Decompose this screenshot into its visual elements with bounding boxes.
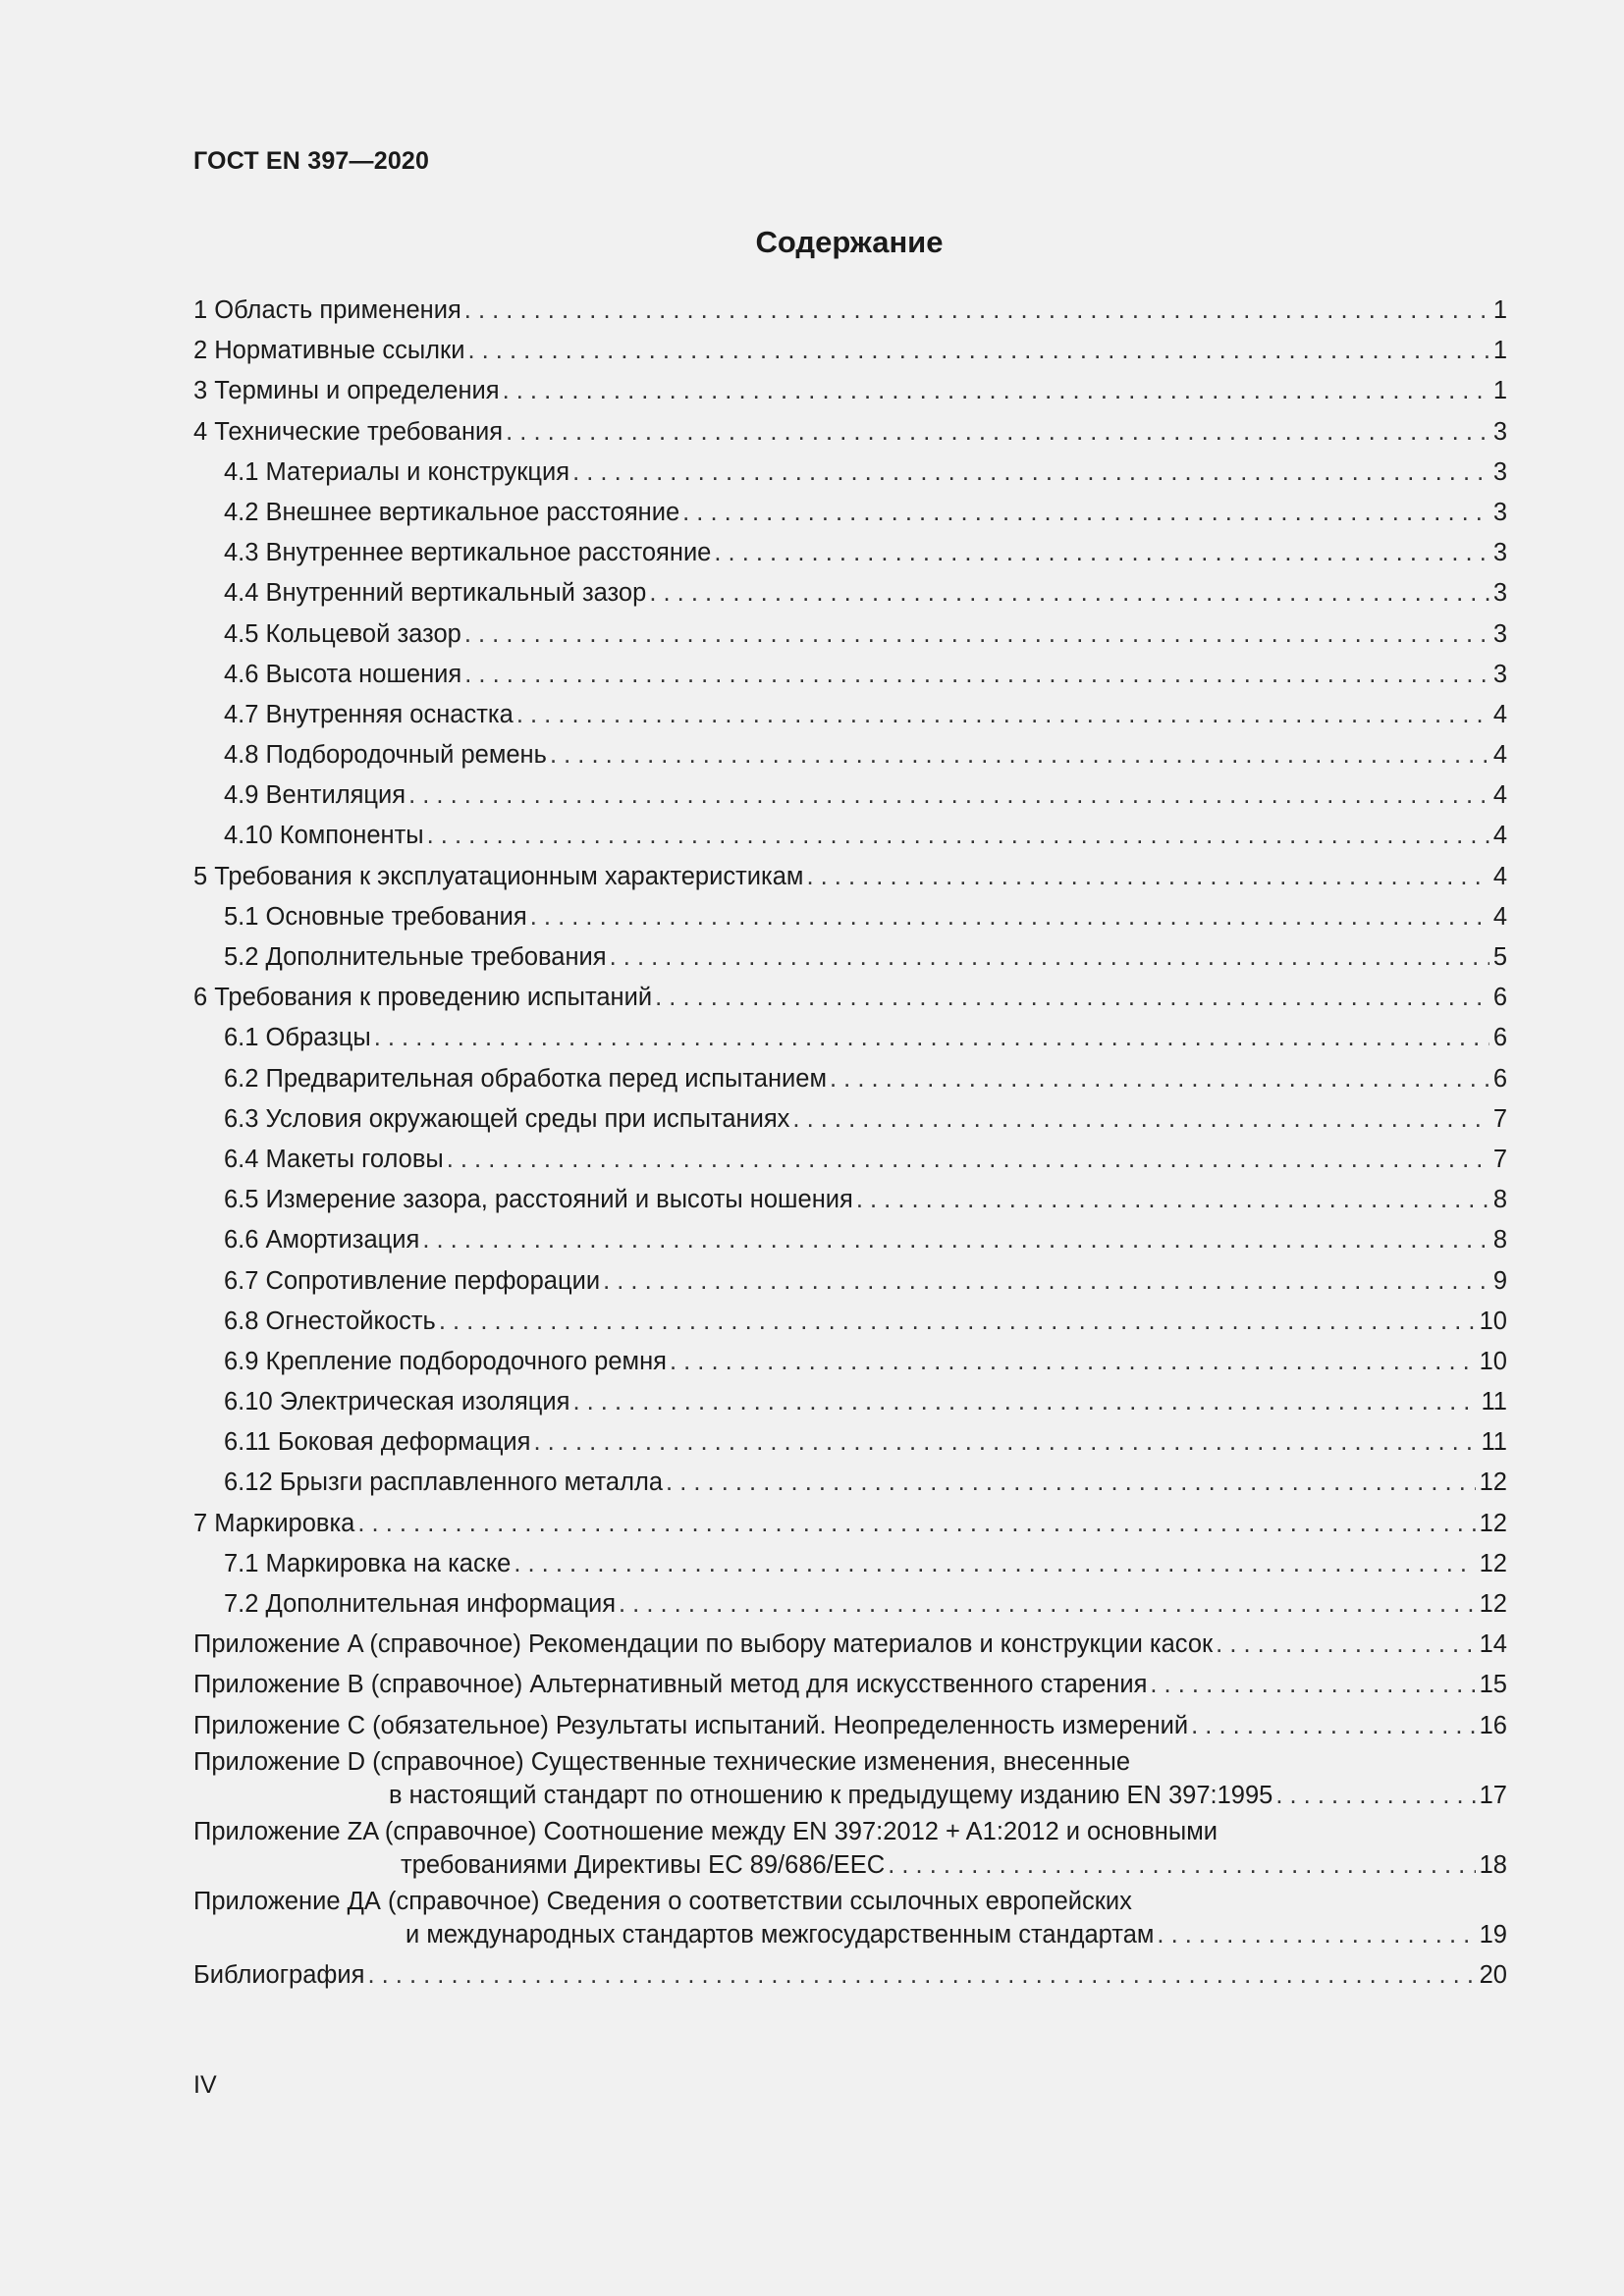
toc-entry-5-2[interactable] <box>193 937 1507 978</box>
toc-label: 6 Требования к проведению испытаний <box>193 984 653 1012</box>
toc-page-number: 1 <box>1492 377 1507 405</box>
dot-leader <box>1191 1706 1475 1746</box>
toc-label: 6.11 Боковая деформация <box>224 1428 531 1457</box>
toc-label: 4.8 Подбородочный ремень <box>224 741 547 770</box>
toc-page-number: 6 <box>1492 1064 1507 1093</box>
dot-leader <box>830 1059 1489 1099</box>
toc-page-number: 6 <box>1492 1024 1507 1052</box>
toc-entry-6-11[interactable] <box>193 1422 1507 1463</box>
toc-entry-4-3[interactable] <box>193 533 1507 573</box>
toc-label: 6.4 Макеты головы <box>224 1145 444 1173</box>
toc-entry-4-10[interactable] <box>193 816 1507 856</box>
toc-entry-4-8[interactable] <box>193 735 1507 775</box>
toc-page-number: 11 <box>1481 1388 1507 1416</box>
toc-label: 5 Требования к эксплуатационным характеристикам <box>193 862 804 890</box>
toc-label: 3 Термины и определения <box>193 377 500 405</box>
toc-entry-6-8[interactable] <box>193 1302 1507 1342</box>
toc-label: 5.1 Основные требования <box>224 902 527 931</box>
dot-leader <box>714 533 1489 573</box>
toc-label: Приложение A (справочное) Рекомендации по выбору материалов и конструкции касок <box>193 1630 1214 1659</box>
toc-label: Приложение ZA (справочное) Соотношение между EN 397:2012 + A1:2012 и основными <box>193 1817 1218 1845</box>
toc-entry-6-3[interactable] <box>193 1099 1507 1140</box>
toc-entry-6-1[interactable] <box>193 1018 1507 1058</box>
toc-entry-annex-d[interactable] <box>193 1746 1507 1813</box>
toc-entry-4-1[interactable] <box>193 453 1507 493</box>
dot-leader <box>572 453 1489 493</box>
toc-page-number: 3 <box>1492 417 1507 446</box>
toc-entry-4-9[interactable] <box>193 775 1507 816</box>
toc-label: 4.4 Внутренний вертикальный зазор <box>224 579 647 608</box>
toc-entry-bibliography[interactable] <box>193 1955 1507 1996</box>
dot-leader <box>374 1018 1489 1058</box>
toc-page-number: 3 <box>1492 457 1507 486</box>
toc-entry-6-2[interactable] <box>193 1059 1507 1099</box>
toc-label: 6.7 Сопротивление перфорации <box>224 1266 601 1295</box>
document-id: ГОСТ EN 397—2020 <box>193 147 430 175</box>
toc-entry-4-6[interactable] <box>193 655 1507 695</box>
dot-leader <box>464 614 1489 655</box>
toc-page-number: 5 <box>1492 943 1507 971</box>
toc-label: 4.2 Внешнее вертикальное расстояние <box>224 498 680 526</box>
dot-leader <box>1275 1778 1475 1813</box>
dot-leader <box>572 1382 1477 1422</box>
dot-leader <box>447 1140 1489 1180</box>
toc-page-number: 4 <box>1492 741 1507 770</box>
dot-leader <box>464 655 1489 695</box>
toc-page-number: 17 <box>1479 1781 1507 1809</box>
toc-label: 7.2 Дополнительная информация <box>224 1590 616 1618</box>
dot-leader <box>357 1504 1475 1544</box>
toc-entry-5-1[interactable] <box>193 897 1507 937</box>
toc-page-number: 15 <box>1479 1671 1507 1699</box>
toc-page-number: 6 <box>1492 984 1507 1012</box>
toc-label: 4.10 Компоненты <box>224 822 424 850</box>
toc-entry-1[interactable] <box>193 291 1507 331</box>
dot-leader <box>655 978 1489 1018</box>
toc-entry-7-2[interactable] <box>193 1584 1507 1625</box>
toc-label: 6.12 Брызги расплавленного металла <box>224 1468 664 1497</box>
toc-entry-5[interactable] <box>193 857 1507 897</box>
toc-page-number: 4 <box>1492 781 1507 810</box>
toc-label: 6.10 Электрическая изоляция <box>224 1388 570 1416</box>
toc-entry-3[interactable] <box>193 371 1507 411</box>
toc-page-number: 10 <box>1479 1347 1507 1375</box>
toc-label-continued: требованиями Директивы ЕС 89/686/ЕЕС <box>401 1850 886 1879</box>
toc-entry-7[interactable] <box>193 1504 1507 1544</box>
toc-page-number: 3 <box>1492 498 1507 526</box>
toc-label: 2 Нормативные ссылки <box>193 337 465 365</box>
dot-leader <box>533 1422 1477 1463</box>
toc-page-number: 8 <box>1492 1226 1507 1255</box>
toc-label: Приложение D (справочное) Существенные технические изменения, внесенные <box>193 1747 1131 1776</box>
toc-page-number: 3 <box>1492 619 1507 648</box>
toc-page-number: 3 <box>1492 539 1507 567</box>
toc-label: 1 Область применения <box>193 296 461 324</box>
toc-page-number: 7 <box>1492 1145 1507 1173</box>
toc-page-number: 11 <box>1481 1428 1507 1457</box>
dot-leader <box>503 371 1489 411</box>
toc-page-number: 3 <box>1492 579 1507 608</box>
page-title: Содержание <box>755 225 944 259</box>
toc-page-number: 18 <box>1479 1850 1507 1879</box>
toc-entry-4-5[interactable] <box>193 614 1507 655</box>
toc-page-number: 1 <box>1492 337 1507 365</box>
toc-entry-4-2[interactable] <box>193 493 1507 533</box>
toc-entry-annex-a[interactable] <box>193 1625 1507 1665</box>
toc-label-continued: и международных стандартов межгосударственным стандартам <box>406 1920 1155 1949</box>
toc-page-number: 3 <box>1492 660 1507 688</box>
dot-leader <box>619 1584 1476 1625</box>
toc-page-number: 4 <box>1492 902 1507 931</box>
toc-label: 6.9 Крепление подбородочного ремня <box>224 1347 667 1375</box>
toc-page-number: 12 <box>1479 1509 1507 1537</box>
toc-label-continued: в настоящий стандарт по отношению к предыдущему изданию EN 397:1995 <box>389 1781 1273 1809</box>
table-of-contents <box>193 291 1507 1996</box>
toc-page-number: 10 <box>1479 1307 1507 1335</box>
page-number: IV <box>193 2071 217 2099</box>
dot-leader <box>1150 1665 1475 1705</box>
toc-label: 6.6 Амортизация <box>224 1226 420 1255</box>
dot-leader <box>516 695 1489 735</box>
toc-label: 6.3 Условия окружающей среды при испытаниях <box>224 1104 790 1133</box>
dot-leader <box>439 1302 1476 1342</box>
dot-leader <box>422 1220 1489 1260</box>
toc-entry-6-6[interactable] <box>193 1220 1507 1260</box>
toc-entry-6-9[interactable] <box>193 1342 1507 1382</box>
dot-leader <box>530 897 1489 937</box>
dot-leader <box>682 493 1489 533</box>
toc-label: 7 Маркировка <box>193 1509 355 1537</box>
toc-page-number: 4 <box>1492 862 1507 890</box>
toc-label: Приложение B (справочное) Альтернативный метод для искусственного старения <box>193 1671 1148 1699</box>
toc-entry-4[interactable] <box>193 412 1507 453</box>
toc-page-number: 12 <box>1479 1468 1507 1497</box>
toc-page-number: 14 <box>1479 1630 1507 1659</box>
dot-leader <box>792 1099 1489 1140</box>
toc-label: 4.1 Материалы и конструкция <box>224 457 570 486</box>
toc-entry-6-10[interactable] <box>193 1382 1507 1422</box>
dot-leader <box>427 816 1489 856</box>
toc-label: 6.5 Измерение зазора, расстояний и высоты ношения <box>224 1186 853 1214</box>
toc-label: 4.6 Высота ношения <box>224 660 462 688</box>
toc-entry-2[interactable] <box>193 331 1507 371</box>
toc-page-number: 19 <box>1479 1920 1507 1949</box>
toc-entry-7-1[interactable] <box>193 1544 1507 1584</box>
toc-entry-4-7[interactable] <box>193 695 1507 735</box>
toc-entry-6-7[interactable] <box>193 1261 1507 1302</box>
dot-leader <box>610 937 1489 978</box>
dot-leader <box>888 1847 1475 1883</box>
toc-page-number: 8 <box>1492 1186 1507 1214</box>
dot-leader <box>603 1261 1489 1302</box>
dot-leader <box>550 735 1489 775</box>
toc-entry-annex-b[interactable] <box>193 1665 1507 1705</box>
toc-label: Приложение C (обязательное) Результаты испытаний. Неопределенность измерений <box>193 1711 1189 1739</box>
dot-leader <box>464 291 1489 331</box>
toc-label: 4.9 Вентиляция <box>224 781 406 810</box>
toc-label: 6.1 Образцы <box>224 1024 371 1052</box>
toc-label: Приложение ДА (справочное) Сведения о соответствии ссылочных европейских <box>193 1887 1132 1915</box>
dot-leader <box>856 1180 1489 1220</box>
toc-page-number: 12 <box>1479 1549 1507 1577</box>
toc-page-number: 9 <box>1492 1266 1507 1295</box>
dot-leader <box>649 573 1489 614</box>
toc-label: 4.3 Внутреннее вертикальное расстояние <box>224 539 712 567</box>
dot-leader <box>1216 1625 1475 1665</box>
dot-leader <box>467 331 1489 371</box>
dot-leader <box>1157 1917 1475 1952</box>
toc-label: 4 Технические требования <box>193 417 504 446</box>
toc-page-number: 16 <box>1479 1711 1507 1739</box>
toc-entry-annex-c[interactable] <box>193 1706 1507 1746</box>
toc-entry-4-4[interactable] <box>193 573 1507 614</box>
toc-label: 4.7 Внутренняя оснастка <box>224 700 514 728</box>
toc-entry-6-4[interactable] <box>193 1140 1507 1180</box>
toc-label: Библиография <box>193 1960 365 1989</box>
toc-entry-annex-za[interactable] <box>193 1816 1507 1883</box>
toc-page-number: 1 <box>1492 296 1507 324</box>
toc-page-number: 7 <box>1492 1104 1507 1133</box>
toc-page-number: 4 <box>1492 700 1507 728</box>
toc-page-number: 20 <box>1479 1960 1507 1989</box>
toc-entry-6-12[interactable] <box>193 1463 1507 1503</box>
toc-entry-annex-da[interactable] <box>193 1886 1507 1952</box>
dot-leader <box>806 857 1489 897</box>
toc-label: 6.8 Огнестойкость <box>224 1307 436 1335</box>
toc-entry-6-5[interactable] <box>193 1180 1507 1220</box>
toc-entry-6[interactable] <box>193 978 1507 1018</box>
dot-leader <box>408 775 1489 816</box>
dot-leader <box>514 1544 1475 1584</box>
toc-label: 7.1 Маркировка на каске <box>224 1549 512 1577</box>
toc-label: 4.5 Кольцевой зазор <box>224 619 461 648</box>
toc-label: 6.2 Предварительная обработка перед испытанием <box>224 1064 828 1093</box>
toc-label: 5.2 Дополнительные требования <box>224 943 607 971</box>
dot-leader <box>506 412 1489 453</box>
toc-page-number: 12 <box>1479 1590 1507 1618</box>
toc-page-number: 4 <box>1492 822 1507 850</box>
dot-leader <box>367 1955 1475 1996</box>
dot-leader <box>666 1463 1476 1503</box>
dot-leader <box>670 1342 1476 1382</box>
